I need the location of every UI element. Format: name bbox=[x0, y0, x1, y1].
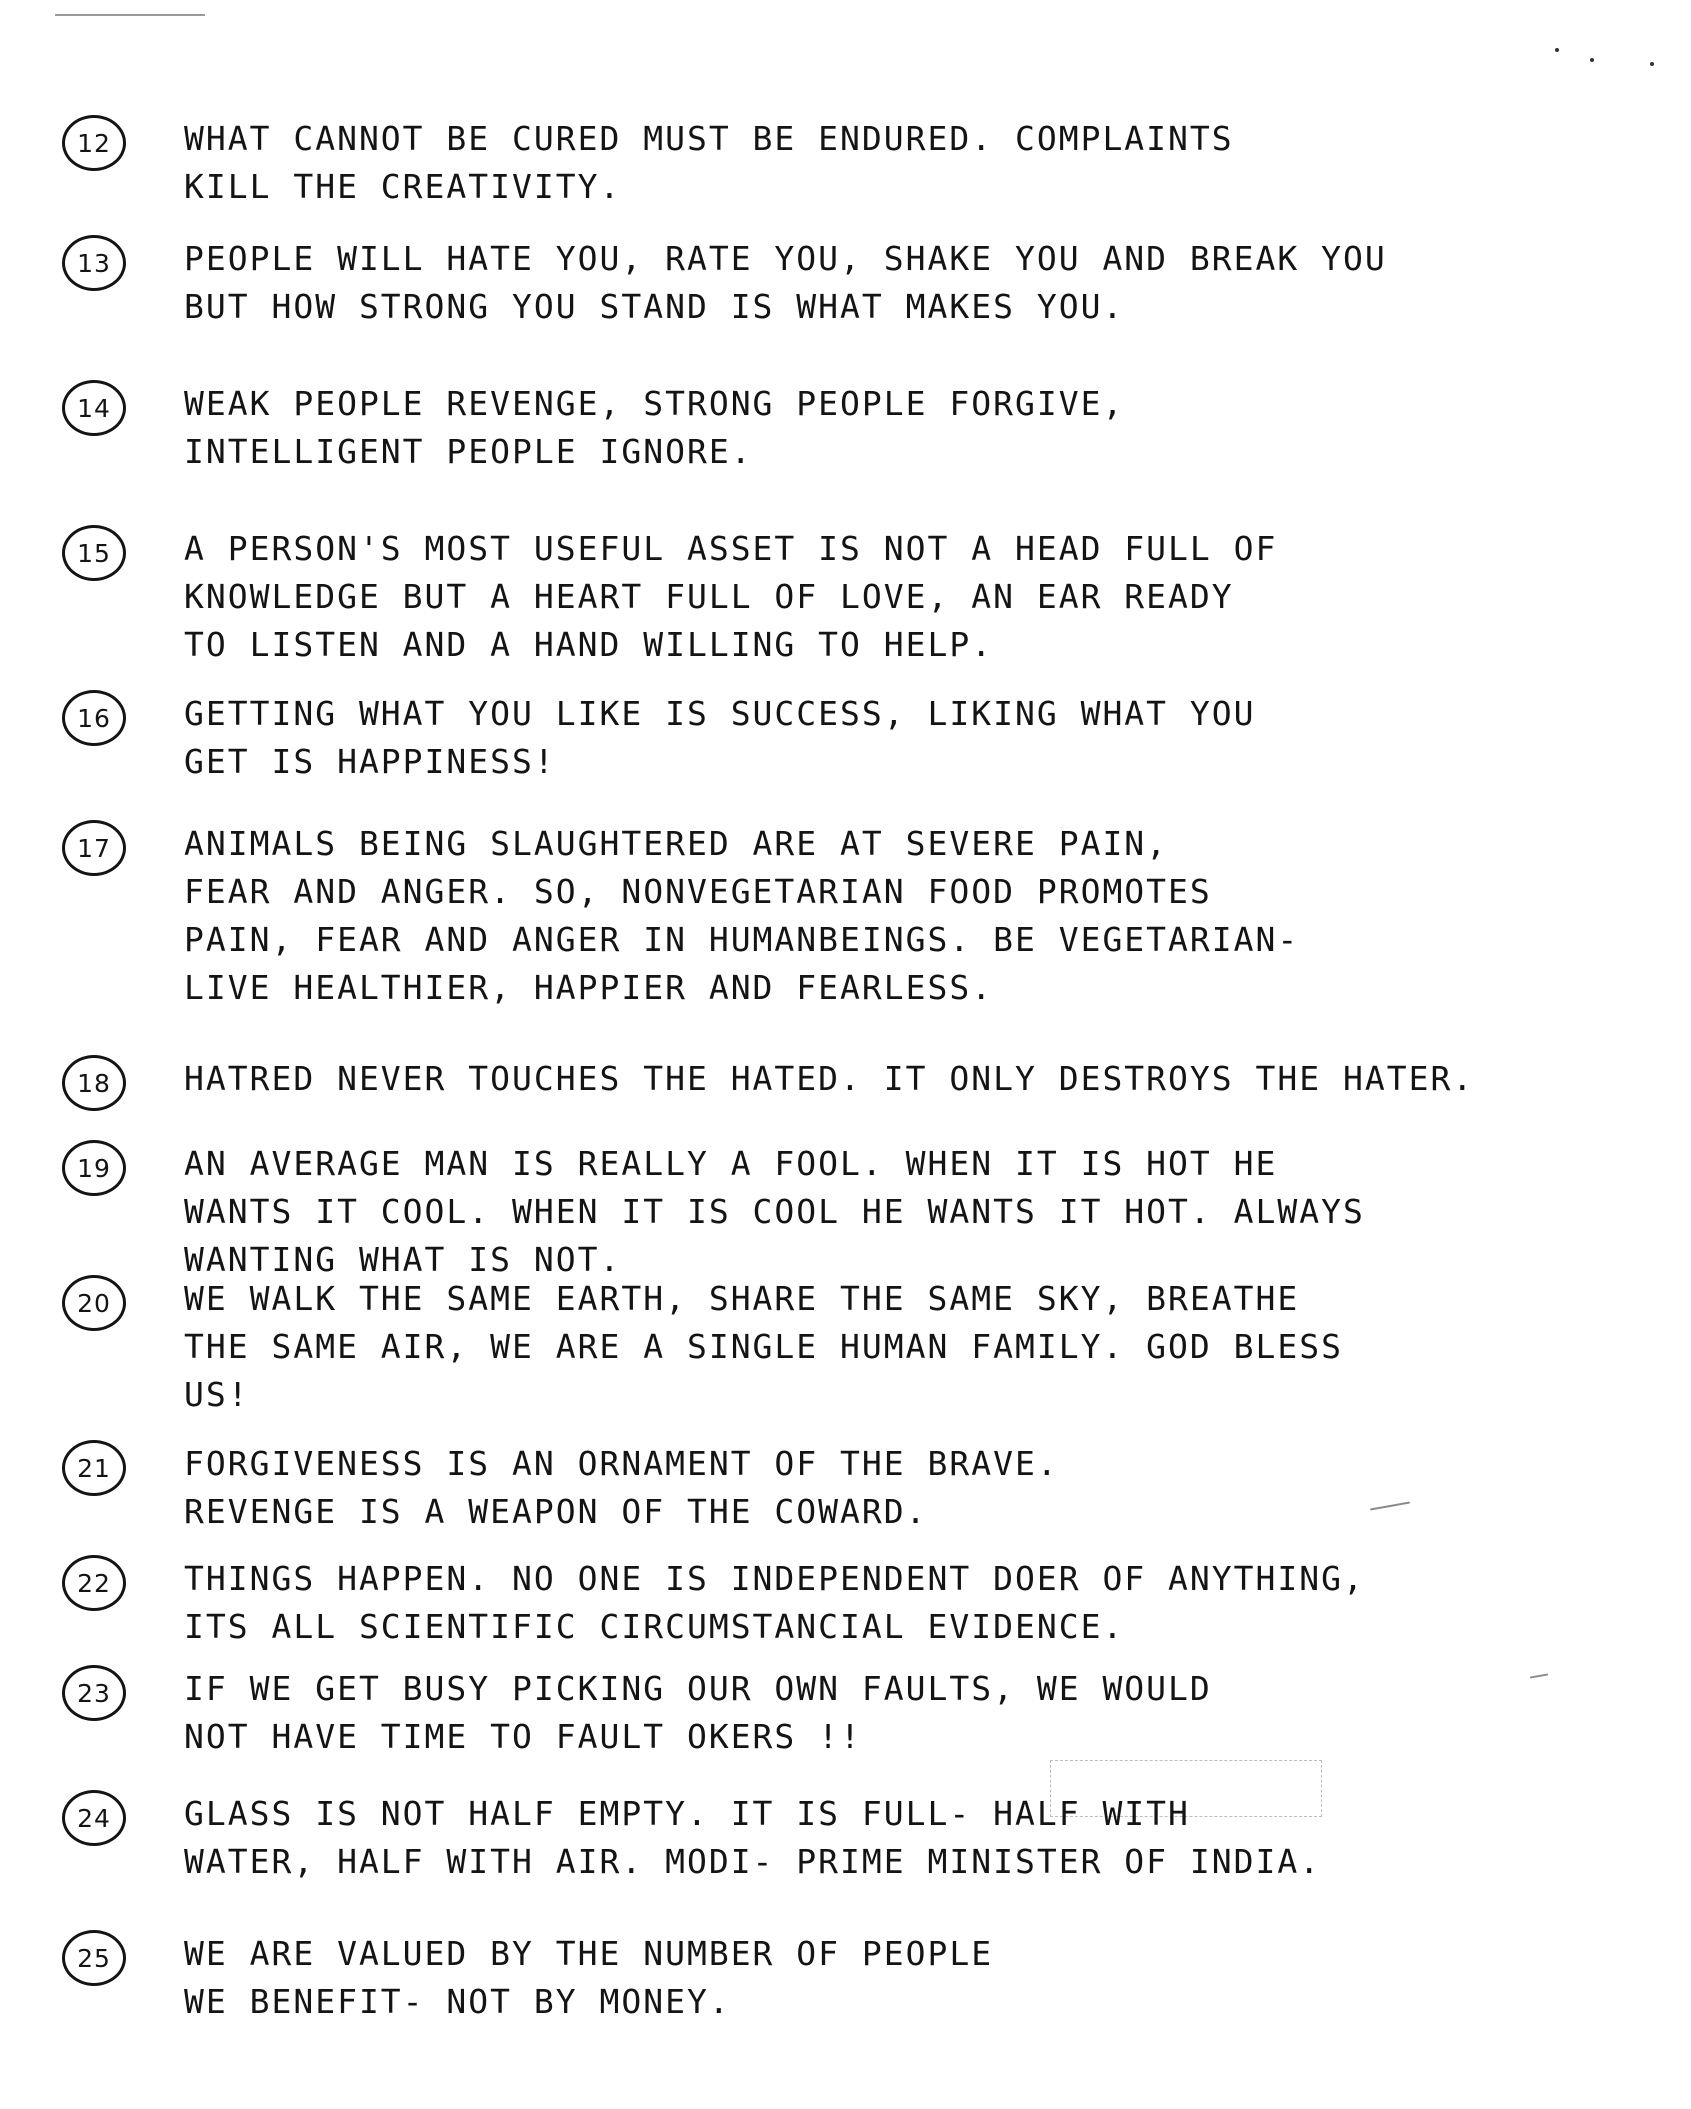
quote-line: KILL THE CREATIVITY. bbox=[184, 167, 622, 206]
ink-speck bbox=[1590, 58, 1594, 62]
quote-line: GET IS HAPPINESS! bbox=[184, 742, 556, 781]
circled-number: 25 bbox=[62, 1930, 126, 1986]
circled-number: 24 bbox=[62, 1790, 126, 1846]
circled-number: 23 bbox=[62, 1665, 126, 1721]
quote-line: US! bbox=[184, 1375, 250, 1414]
quote-line: WE ARE VALUED BY THE NUMBER OF PEOPLE bbox=[184, 1934, 994, 1973]
quote-text bbox=[184, 1275, 1654, 1419]
circled-number: 12 bbox=[62, 115, 126, 171]
quote-text bbox=[184, 1790, 1654, 1886]
quote-line: ITS ALL SCIENTIFIC CIRCUMSTANCIAL EVIDENCE. bbox=[184, 1607, 1125, 1646]
ink-speck bbox=[1650, 62, 1654, 66]
quote-line: FEAR AND ANGER. SO, NONVEGETARIAN FOOD PROMOTES bbox=[184, 872, 1212, 911]
circled-number: 21 bbox=[62, 1440, 126, 1496]
circled-number: 22 bbox=[62, 1555, 126, 1611]
quote-text bbox=[184, 1930, 1654, 2026]
quote-text bbox=[184, 115, 1654, 211]
quote-text bbox=[184, 1440, 1654, 1536]
quote-line: WANTS IT COOL. WHEN IT IS COOL HE WANTS IT HOT. ALWAYS bbox=[184, 1192, 1365, 1231]
circled-number: 14 bbox=[62, 380, 126, 436]
quote-line: WE BENEFIT- NOT BY MONEY. bbox=[184, 1982, 731, 2021]
circled-number: 20 bbox=[62, 1275, 126, 1331]
quote-line: WHAT CANNOT BE CURED MUST BE ENDURED. COMPLAINTS bbox=[184, 119, 1234, 158]
quote-line: FORGIVENESS IS AN ORNAMENT OF THE BRAVE. bbox=[184, 1444, 1059, 1483]
quote-text bbox=[184, 1140, 1654, 1284]
quote-line: IF WE GET BUSY PICKING OUR OWN FAULTS, WE WOULD bbox=[184, 1669, 1212, 1708]
quote-line: THINGS HAPPEN. NO ONE IS INDEPENDENT DOER OF ANYTHING, bbox=[184, 1559, 1365, 1598]
quote-line: KNOWLEDGE BUT A HEART FULL OF LOVE, AN EAR READY bbox=[184, 577, 1234, 616]
quote-text bbox=[184, 1555, 1654, 1651]
quote-text bbox=[184, 820, 1654, 1012]
quote-line: BUT HOW STRONG YOU STAND IS WHAT MAKES YOU. bbox=[184, 287, 1125, 326]
quote-line: PEOPLE WILL HATE YOU, RATE YOU, SHAKE YOU AND BREAK YOU bbox=[184, 239, 1387, 278]
quote-line: HATRED NEVER TOUCHES THE HATED. IT ONLY DESTROYS THE HATER. bbox=[184, 1059, 1475, 1098]
quote-line: WANTING WHAT IS NOT. bbox=[184, 1240, 622, 1279]
circled-number: 18 bbox=[62, 1055, 126, 1111]
quote-text bbox=[184, 525, 1654, 669]
quote-line: WATER, HALF WITH AIR. MODI- PRIME MINISTER OF INDIA. bbox=[184, 1842, 1322, 1881]
quote-line: A PERSON'S MOST USEFUL ASSET IS NOT A HEAD FULL OF bbox=[184, 529, 1278, 568]
quote-line: REVENGE IS A WEAPON OF THE COWARD. bbox=[184, 1492, 928, 1531]
quote-line: AN AVERAGE MAN IS REALLY A FOOL. WHEN IT IS HOT HE bbox=[184, 1144, 1278, 1183]
circled-number: 16 bbox=[62, 690, 126, 746]
top-rule bbox=[55, 14, 205, 16]
quote-line: THE SAME AIR, WE ARE A SINGLE HUMAN FAMILY. GOD BLESS bbox=[184, 1327, 1343, 1366]
quote-line: PAIN, FEAR AND ANGER IN HUMANBEINGS. BE VEGETARIAN- bbox=[184, 920, 1300, 959]
circled-number: 17 bbox=[62, 820, 126, 876]
quote-text bbox=[184, 235, 1654, 331]
quote-line: INTELLIGENT PEOPLE IGNORE. bbox=[184, 432, 753, 471]
quote-line: WEAK PEOPLE REVENGE, STRONG PEOPLE FORGIVE, bbox=[184, 384, 1125, 423]
quote-line: WE WALK THE SAME EARTH, SHARE THE SAME SKY, BREATHE bbox=[184, 1279, 1300, 1318]
quote-text bbox=[184, 1665, 1654, 1761]
quote-text bbox=[184, 380, 1654, 476]
quote-text bbox=[184, 690, 1654, 786]
quote-line: LIVE HEALTHIER, HAPPIER AND FEARLESS. bbox=[184, 968, 994, 1007]
quote-text bbox=[184, 1055, 1654, 1103]
quote-line: GLASS IS NOT HALF EMPTY. IT IS FULL- HALF WITH bbox=[184, 1794, 1190, 1833]
circled-number: 13 bbox=[62, 235, 126, 291]
quote-line: ANIMALS BEING SLAUGHTERED ARE AT SEVERE PAIN, bbox=[184, 824, 1169, 863]
circled-number: 15 bbox=[62, 525, 126, 581]
circled-number: 19 bbox=[62, 1140, 126, 1196]
ink-speck bbox=[1555, 48, 1559, 52]
quote-line: GETTING WHAT YOU LIKE IS SUCCESS, LIKING WHAT YOU bbox=[184, 694, 1256, 733]
quote-line: NOT HAVE TIME TO FAULT OKERS !! bbox=[184, 1717, 862, 1756]
quote-line: TO LISTEN AND A HAND WILLING TO HELP. bbox=[184, 625, 994, 664]
